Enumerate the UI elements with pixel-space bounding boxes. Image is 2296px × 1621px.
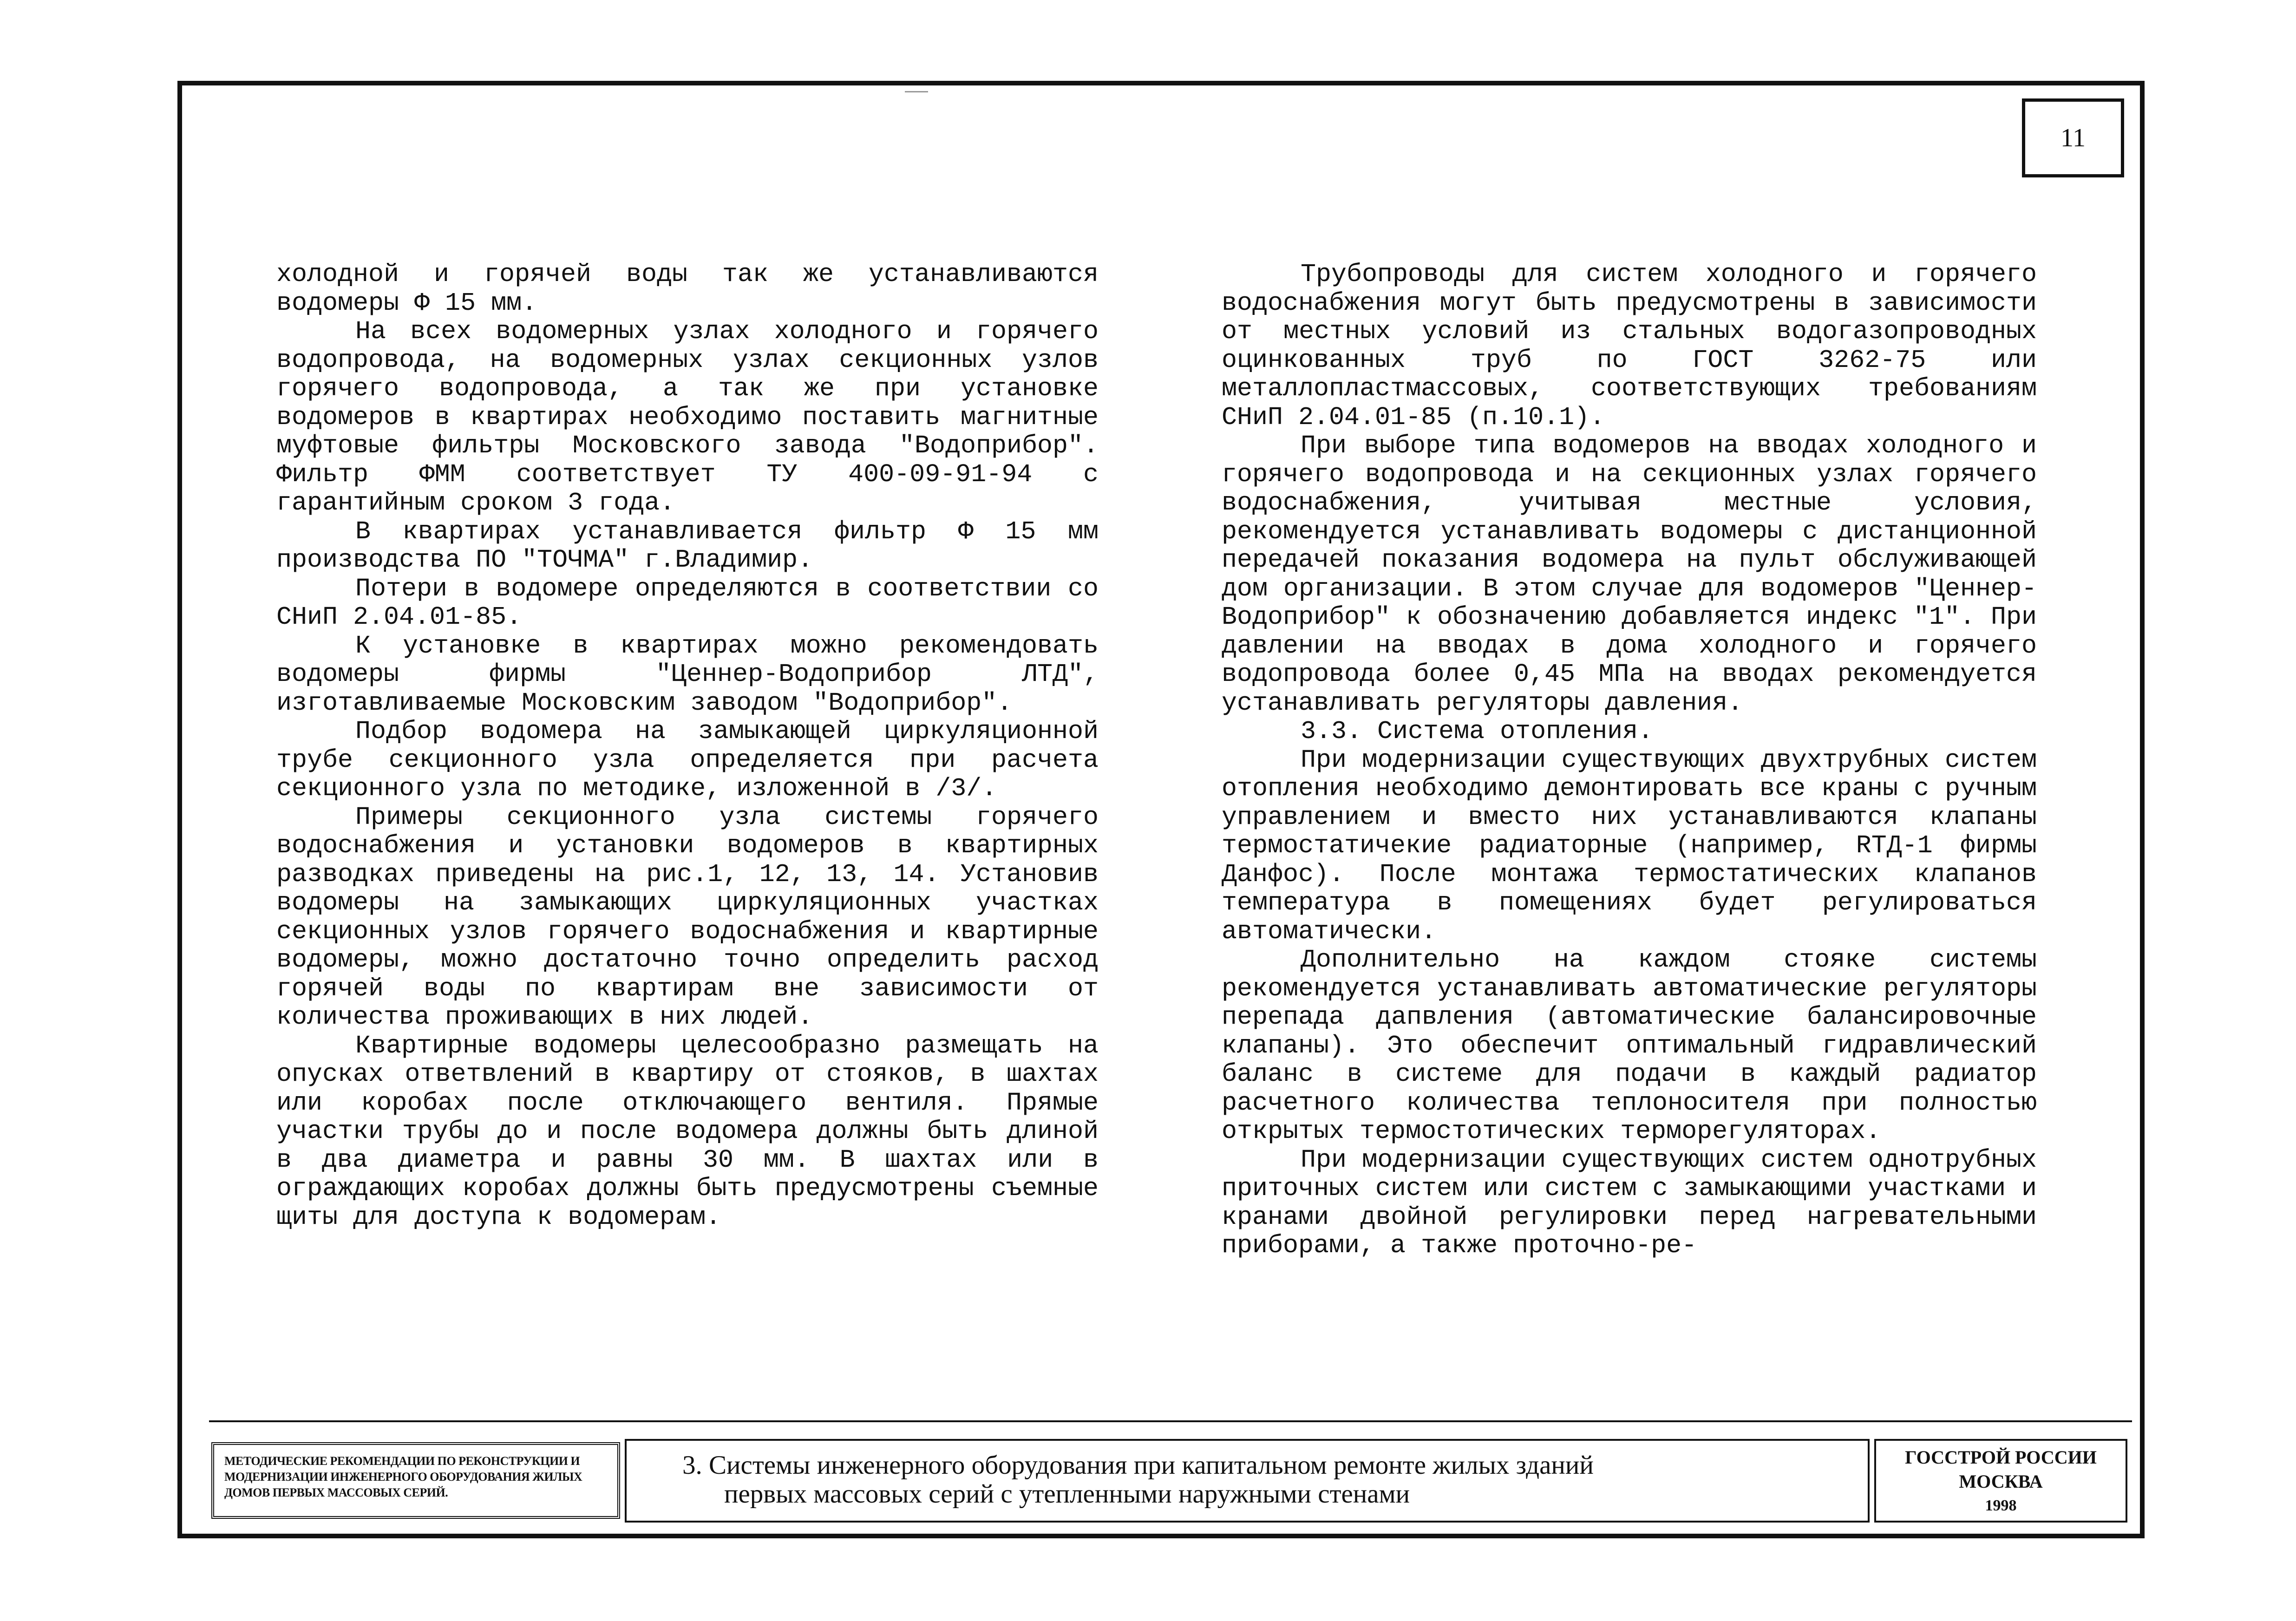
- page-number: 11: [2022, 98, 2124, 177]
- paragraph: холодной и горячей воды так же устанавливаются водомеры Ф 15 мм.: [276, 260, 1099, 318]
- footer-publisher: [1874, 1439, 2127, 1523]
- footer-series-title: МЕТОДИЧЕСКИЕ РЕКОМЕНДАЦИИ ПО РЕКОНСТРУКЦИИ И МОДЕРНИЗАЦИИ ИНЖЕНЕРНОГО ОБОРУДОВАНИЯ ЖИЛЫХ ДОМОВ ПЕРВЫХ МАССОВЫХ СЕРИЙ.: [211, 1442, 620, 1519]
- paragraph: Подбор водомера на замыкающей циркуляционной трубе секционного узла определяется при расчета секционного узла по методике, изложенной в /3/.: [276, 717, 1099, 803]
- paragraph: Примеры секционного узла системы горячего водоснабжения и установки водомеров в квартирных разводках приведены на рис.1, 12, 13, 14. Установив водомеры на замыкающих циркуляционных участках секционных узлов горячего водоснабжения и квартирные водомеры, можно достаточно точно определить расход горячей воды по квартирам вне зависимости от количества проживающих в них людей.: [276, 802, 1099, 1032]
- footer-section-line-1: 3. Системы инженерного оборудования при капитальном ремонте жилых зданий: [682, 1451, 1594, 1480]
- footer-section-title: [625, 1439, 1870, 1523]
- paragraph: Квартирные водомеры целесообразно размещать на опусках ответвлений в квартиру от стояков, в шахтах или коробах после отключающего вентиля. Прямые участки трубы до и после водомера должны быть длиной в два диаметра и равны 30 мм. В шахтах или в ограждающих коробах должны быть предусмотрены съемные щиты для доступа к водомерам.: [276, 1031, 1099, 1232]
- publisher-name: ГОССТРОЙ РОССИИ: [1905, 1447, 2097, 1468]
- paragraph: При выборе типа водомеров на вводах холодного и горячего водопровода и на секционных узлах горячего водоснабжения, учитывая местные условия, рекомендуется устанавливать водомеры с дистанционной передачей показания водомера на пульт обслуживающей дом организации. В этом случае для водомеров "Ценнер-Водоприбор" к обозначению добавляется индекс "1". При давлении на вводах в дома холодного и горячего водопровода более 0,45 МПа на вводах рекомендуется устанавливать регуляторы давления.: [1222, 431, 2037, 718]
- paragraph: При модернизации существующих систем однотрубных приточных систем или систем с замыкающими участками и кранами двойной регулировки перед нагревательными приборами, а также проточно-ре-: [1222, 1145, 2037, 1260]
- right-text-column: [1222, 260, 2037, 1260]
- publisher-city: МОСКВА: [1959, 1471, 2043, 1492]
- paragraph: Потери в водомере определяются в соответствии со СНиП 2.04.01-85.: [276, 574, 1099, 632]
- section-heading: 3.3. Система отопления.: [1301, 717, 1654, 746]
- paragraph: При модернизации существующих двухтрубных систем отопления необходимо демонтировать все краны с ручным управлением и вместо них устанавливаются клапаны термостатичекие радиаторные (например, RТД-1 фирмы Данфос). После монтажа термостатических клапанов температура в помещениях будет регулироваться автоматически.: [1222, 745, 2037, 946]
- scan-mark: [905, 91, 928, 92]
- paragraph: В квартирах устанавливается фильтр Ф 15 мм производства ПО "ТОЧМА" г.Владимир.: [276, 516, 1099, 575]
- paragraph: На всех водомерных узлах холодного и горячего водопровода, на водомерных узлах секционных узлов горячего водопровода, а так же при установке водомеров в квартирах необходимо поставить магнитные муфтовые фильтры Московского завода "Водоприбор". Фильтр ФММ соответствует ТУ 400-09-91-94 с гарантийным сроком 3 года.: [276, 317, 1099, 517]
- paragraph: Дополнительно на каждом стояке системы рекомендуется устанавливать автоматические регуляторы перепада дапвления (автоматические балансировочные клапаны). Это обеспечит оптимальный гидравлический баланс в системе для подачи в каждый радиатор расчетного количества теплоносителя при полностью открытых термостотических терморегуляторах.: [1222, 945, 2037, 1146]
- footer-rule: [209, 1420, 2132, 1422]
- left-text-column: [276, 260, 1099, 1231]
- paragraph: К установке в квартирах можно рекомендовать водомеры фирмы "Ценнер-Водоприбор ЛТД", изготавливаемые Московским заводом "Водоприбор".: [276, 631, 1099, 718]
- publisher-year: 1998: [1985, 1497, 2017, 1514]
- footer-section-line-2: первых массовых серий с утепленными наружными стенами: [724, 1479, 1410, 1509]
- paragraph: Трубопроводы для систем холодного и горячего водоснабжения могут быть предусмотрены в зависимости от местных условий из стальных водогазопроводных оцинкованных труб по ГОСТ 3262-75 или металлопластмассовых, соответствующих требованиям СНиП 2.04.01-85 (п.10.1).: [1222, 260, 2037, 432]
